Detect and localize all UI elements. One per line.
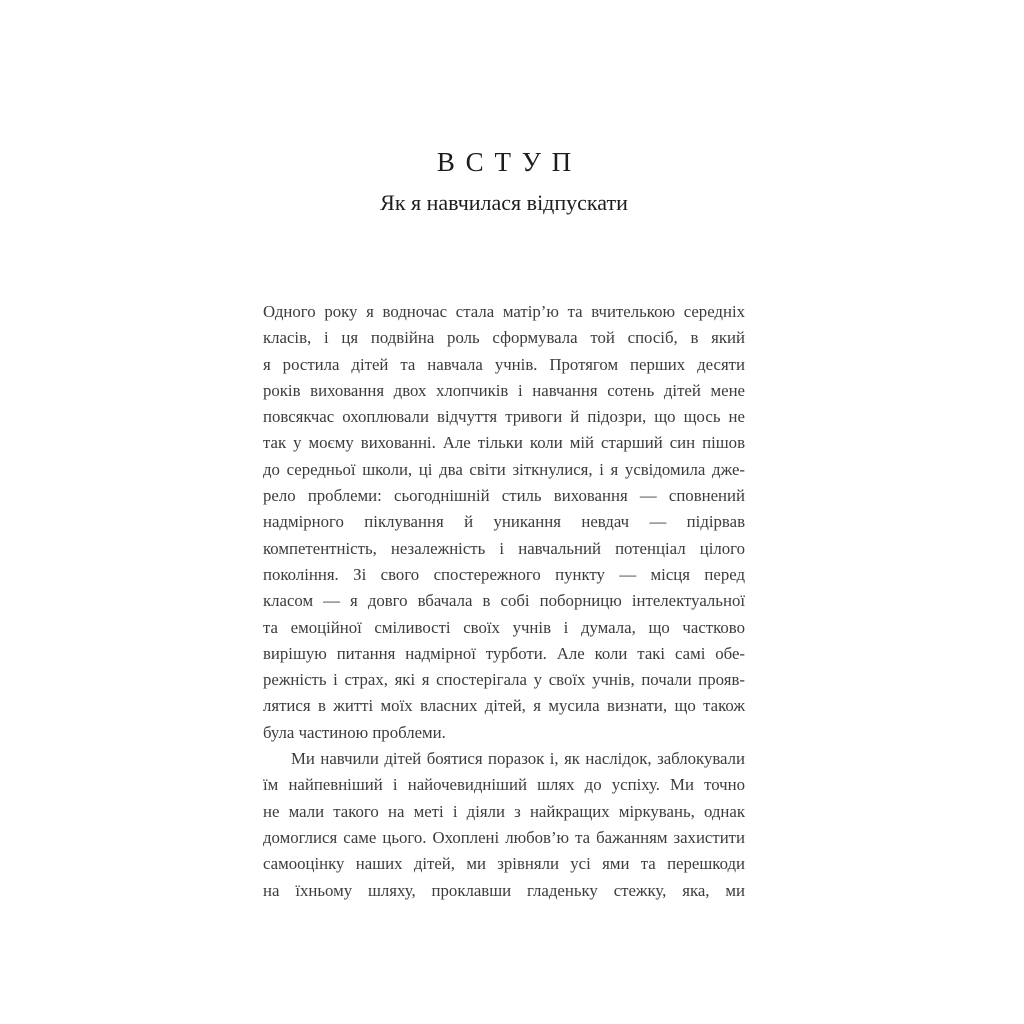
text-line: компетентність, незалежність і навчальний потенціал цілого xyxy=(263,538,745,558)
text-line: Ми навчили дітей боятися поразок і, як наслідок, заблокували xyxy=(291,749,745,769)
text-line: не мали такого на меті і діяли з найкращих міркувань, однак xyxy=(263,801,745,821)
chapter-title: ВСТУП xyxy=(436,147,582,177)
text-line: на їхньому шляху, проклавши гладеньку стежку, яка, ми xyxy=(263,880,745,900)
text-line: рело проблеми: сьогоднішній стиль виховання — сповнений xyxy=(263,486,745,506)
text-line: самооцінку наших дітей, ми зрівняли усі ями та перешкоди xyxy=(263,854,745,874)
text-line: класів, і ця подвійна роль сформувала той спосіб, в який xyxy=(263,328,745,348)
text-line: домоглися саме цього. Охоплені любов’ю та бажанням захистити xyxy=(263,827,745,847)
text-line: та емоційної сміливості своїх учнів і думала, що частково xyxy=(263,617,745,637)
text-line: так у моєму вихованні. Але тільки коли мій старший син пішов xyxy=(263,433,745,453)
text-line: класом — я довго вбачала в собі поборницю інтелектуальної xyxy=(263,591,745,611)
text-line: до середньої школи, ці два світи зіткнулися, і я усвідомила дже- xyxy=(263,459,745,479)
text-line: їм найпевніший і найочевидніший шлях до успіху. Ми точно xyxy=(263,775,745,795)
text-line: надмірного піклування й уникання невдач — підірвав xyxy=(263,512,745,532)
book-page xyxy=(263,0,745,904)
text-line: Одного року я водночас стала матір’ю та вчителькою середніх xyxy=(263,302,745,321)
chapter-header xyxy=(263,147,745,216)
chapter-body xyxy=(263,299,745,904)
text-line: лятися в житті моїх власних дітей, я мусила визнати, що також xyxy=(263,696,745,716)
text-line: вирішую питання надмірної турботи. Але коли такі самі обе- xyxy=(263,643,745,663)
text-line: повсякчас охоплювали відчуття тривоги й підозри, що щось не xyxy=(263,407,745,427)
paragraph xyxy=(263,299,745,746)
text-line: я ростила дітей та навчала учнів. Протягом перших десяти xyxy=(263,354,745,374)
paragraph xyxy=(263,746,745,904)
text-line: покоління. Зі свого спостережного пункту — місця перед xyxy=(263,564,745,584)
text-line: років виховання двох хлопчиків і навчання сотень дітей мене xyxy=(263,380,745,400)
chapter-subtitle: Як я навчилася відпускати xyxy=(380,190,628,215)
text-line: була частиною проблеми. xyxy=(263,722,446,742)
text-line: режність і страх, які я спостерігала у своїх учнів, почали прояв- xyxy=(263,670,745,690)
